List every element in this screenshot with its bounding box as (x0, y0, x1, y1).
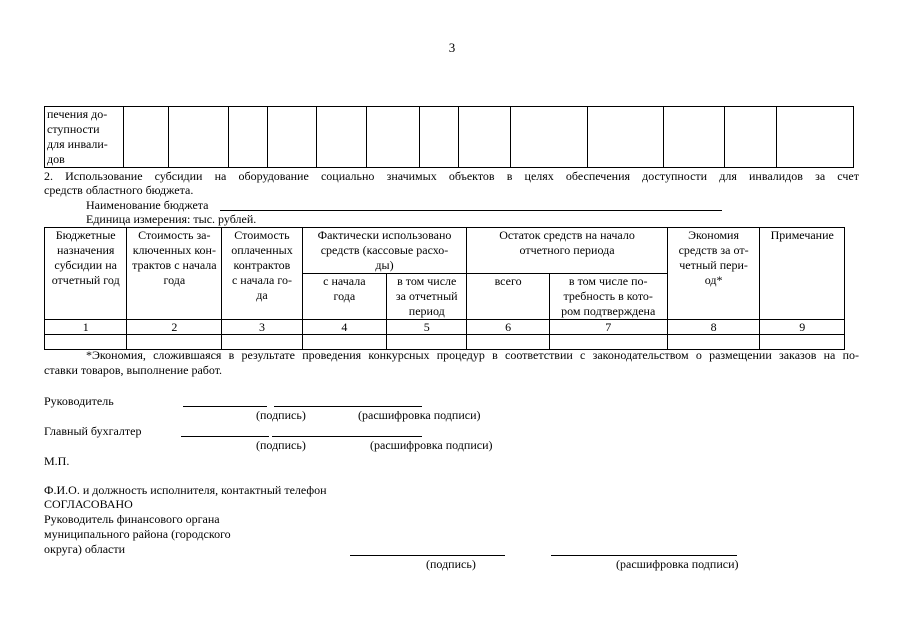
table-cell (168, 107, 229, 168)
header-line: Экономия (688, 228, 739, 242)
header-line: отчетного периода (519, 243, 615, 257)
column-number: 3 (222, 320, 302, 335)
header-line: Фактически использовано (317, 228, 452, 242)
header-line: в том числе по- (568, 274, 648, 288)
accountant-signature-line (181, 436, 269, 437)
header-line: четный пери- (679, 258, 748, 272)
header-budget-appropriations (45, 228, 127, 320)
fin-decode-line (551, 555, 737, 556)
unit-label: Единица измерения: тыс. рублей. (86, 212, 257, 226)
agreed-label: СОГЛАСОВАНО (44, 497, 133, 511)
budget-name-line (220, 210, 722, 211)
header-line: Бюджетные (55, 228, 116, 242)
accountant-decode-line (272, 436, 422, 437)
seal-label: М.П. (44, 454, 70, 468)
column-number: 2 (127, 320, 222, 335)
fin-head-line: округа) области (44, 542, 126, 556)
header-line: ром подтверждена (561, 304, 656, 318)
header-actually-used (302, 228, 467, 274)
header-line: оплаченных (231, 243, 293, 257)
column-number: 6 (467, 320, 549, 335)
accountant-label: Главный бухгалтер (44, 424, 142, 438)
table-cell (267, 107, 316, 168)
table-cell (587, 107, 663, 168)
cell-line: печения до- (47, 107, 108, 121)
table-cell (664, 107, 725, 168)
fin-signature-caption: (подпись) (426, 557, 476, 571)
header-line: средств (кассовые расхо- (320, 243, 449, 257)
header-line: назначения (56, 243, 115, 257)
header-line: средств за от- (678, 243, 749, 257)
header-line: Стоимость за- (138, 228, 211, 242)
accountant-decode-caption: (расшифровка подписи) (370, 438, 493, 452)
table-cell (419, 107, 458, 168)
header-total (467, 274, 549, 320)
header-line: с начала го- (231, 273, 292, 287)
table-cell (367, 107, 420, 168)
header-contracted-cost (127, 228, 222, 320)
header-line: да (256, 288, 268, 302)
table-row (45, 107, 854, 168)
header-savings (667, 228, 760, 320)
column-number-row (45, 320, 845, 335)
header-line: период (408, 304, 445, 318)
table-cell (724, 107, 777, 168)
header-line: субсидии на (54, 258, 117, 272)
head-decode-caption: (расшифровка подписи) (358, 408, 481, 422)
table-cell (123, 107, 168, 168)
header-line: Остаток средств на начало (499, 228, 635, 242)
header-line: Примечание (770, 228, 834, 242)
header-line: за отчетный (395, 289, 458, 303)
header-since-year-start (302, 274, 386, 320)
footnote-line1: *Экономия, сложившаяся в результате проведения конкурсных процедур в соответствии с законодательством о размещении заказов на по- (86, 348, 859, 362)
header-paid-contracts (222, 228, 302, 320)
header-reporting-period (387, 274, 467, 320)
header-line: года (333, 289, 356, 303)
header-line: года (163, 273, 186, 287)
header-note (760, 228, 845, 320)
header-line: требность в кото- (563, 289, 653, 303)
head-signature-caption: (подпись) (256, 408, 306, 422)
fin-head-line: муниципального района (городского (44, 527, 231, 541)
accountant-signature-caption: (подпись) (256, 438, 306, 452)
column-number: 7 (549, 320, 667, 335)
section2-line1: 2. Использование субсидии на оборудование социально значимых объектов в целях обеспечения доступности для инвалидов за счет (44, 169, 859, 183)
column-number: 9 (760, 320, 845, 335)
header-line: всего (494, 274, 522, 288)
header-line: в том числе (397, 274, 457, 288)
fin-head-line: Руководитель финансового органа (44, 512, 220, 526)
footnote-line2: ставки товаров, выполнение работ. (44, 363, 223, 377)
section2-line2: средств областного бюджета. (44, 183, 194, 197)
header-line: Стоимость (234, 228, 290, 242)
header-line: ды) (375, 258, 394, 272)
column-number: 1 (45, 320, 127, 335)
table-cell (316, 107, 367, 168)
header-line: контрактов (233, 258, 291, 272)
fin-decode-caption: (расшифровка подписи) (616, 557, 739, 571)
table-header-row (45, 228, 845, 274)
head-label: Руководитель (44, 394, 114, 408)
fin-signature-line (350, 555, 505, 556)
head-decode-line (274, 406, 422, 407)
budget-name-label: Наименование бюджета (86, 198, 209, 212)
header-balance-start (467, 228, 667, 274)
table-cell (777, 107, 854, 168)
cell-line: ступности (47, 122, 100, 136)
cell-line: дов (47, 152, 65, 166)
header-line: трактов с начала (132, 258, 217, 272)
table-cell (229, 107, 268, 168)
continuation-first-cell (45, 107, 124, 168)
table-cell (511, 107, 587, 168)
header-line: од* (704, 273, 723, 287)
executor-label: Ф.И.О. и должность исполнителя, контактный телефон (44, 483, 327, 497)
header-confirmed-need (549, 274, 667, 320)
head-signature-line (183, 406, 267, 407)
page-number: 3 (448, 40, 456, 55)
column-number: 8 (667, 320, 760, 335)
header-line: отчетный год (51, 273, 120, 287)
cell-line: для инвали- (47, 137, 108, 151)
header-line: с начала (323, 274, 366, 288)
continuation-table (44, 106, 854, 168)
subsidy-usage-table (44, 227, 845, 350)
column-number: 4 (302, 320, 386, 335)
column-number: 5 (387, 320, 467, 335)
header-line: ключенных кон- (132, 243, 216, 257)
table-cell (458, 107, 511, 168)
